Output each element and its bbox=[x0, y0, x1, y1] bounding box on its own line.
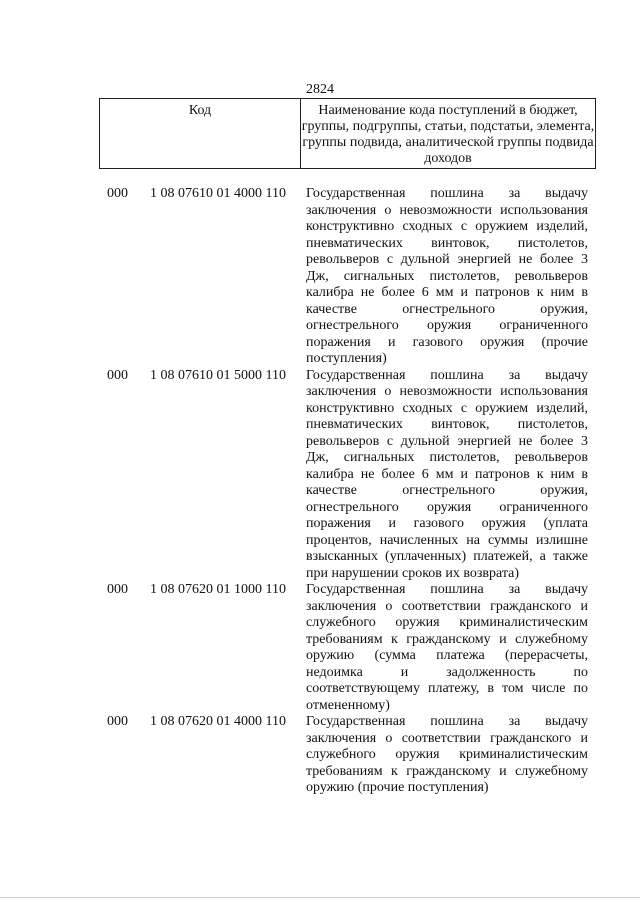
admin-code: 000 bbox=[107, 186, 128, 201]
column-header-name: Наименование кода поступлений в бюджет, группы, подгруппы, статьи, подстатьи, элемента, группы подвида, аналитической группы подвида доходов bbox=[301, 103, 595, 166]
admin-code: 000 bbox=[107, 367, 128, 383]
page-bottom-edge bbox=[0, 897, 640, 898]
list-item bbox=[0, 582, 640, 714]
list-item bbox=[0, 186, 640, 368]
table-header bbox=[99, 98, 596, 169]
code-description: Государственная пошлина за выдачу заключения о соответствии гражданского и служебного оружия криминалистическим требованиям к гражданскому и служебному оружию (сумма платежа (перерасчеты, недоимка и задолженность по соответствующему платежу, в том числе по отмененному) bbox=[306, 582, 588, 713]
budget-code: 1 08 07610 01 4000 110 bbox=[150, 186, 286, 201]
code-description: Государственная пошлина за выдачу заключения о невозможности использования конструктивно сходных с оружием изделий, пневматических винтовок, пистолетов, револьверов с дульной энергией не более 3 Дж, сигнальных пистолетов, револьверов калибра не более 6 мм и патронов к ним в качестве огнестрельного оружия, огнестрельного оружия ограниченного поражения и газового оружия (прочие поступления) bbox=[306, 186, 588, 366]
list-item bbox=[0, 368, 640, 583]
budget-code: 1 08 07620 01 4000 110 bbox=[150, 714, 286, 729]
admin-code: 000 bbox=[107, 582, 128, 597]
code-description: Государственная пошлина за выдачу заключения о невозможности использования конструктивно сходных с оружием изделий, пневматических винтовок, пистолетов, револьверов с дульной энергией не более 3 Дж, сигнальных пистолетов, револьверов калибра не более 6 мм и патронов к ним в качестве огнестрельного оружия, огнестрельного оружия ограниченного поражения и газового оружия (уплата процентов, начисленных на суммы излишне взысканных (уплаченных) платежей, а также при нарушении сроков их возврата) bbox=[306, 367, 588, 581]
budget-code: 1 08 07610 01 5000 110 bbox=[150, 367, 286, 383]
revenue-code-list bbox=[0, 186, 640, 797]
budget-code: 1 08 07620 01 1000 110 bbox=[150, 582, 286, 597]
code-description: Государственная пошлина за выдачу заключения о соответствии гражданского и служебного оружия криминалистическим требованиям к гражданскому и служебному оружию (прочие поступления) bbox=[306, 714, 588, 795]
admin-code: 000 bbox=[107, 714, 128, 729]
page-number: 2824 bbox=[306, 82, 334, 97]
list-item bbox=[0, 714, 640, 797]
column-header-code: Код bbox=[188, 103, 212, 118]
